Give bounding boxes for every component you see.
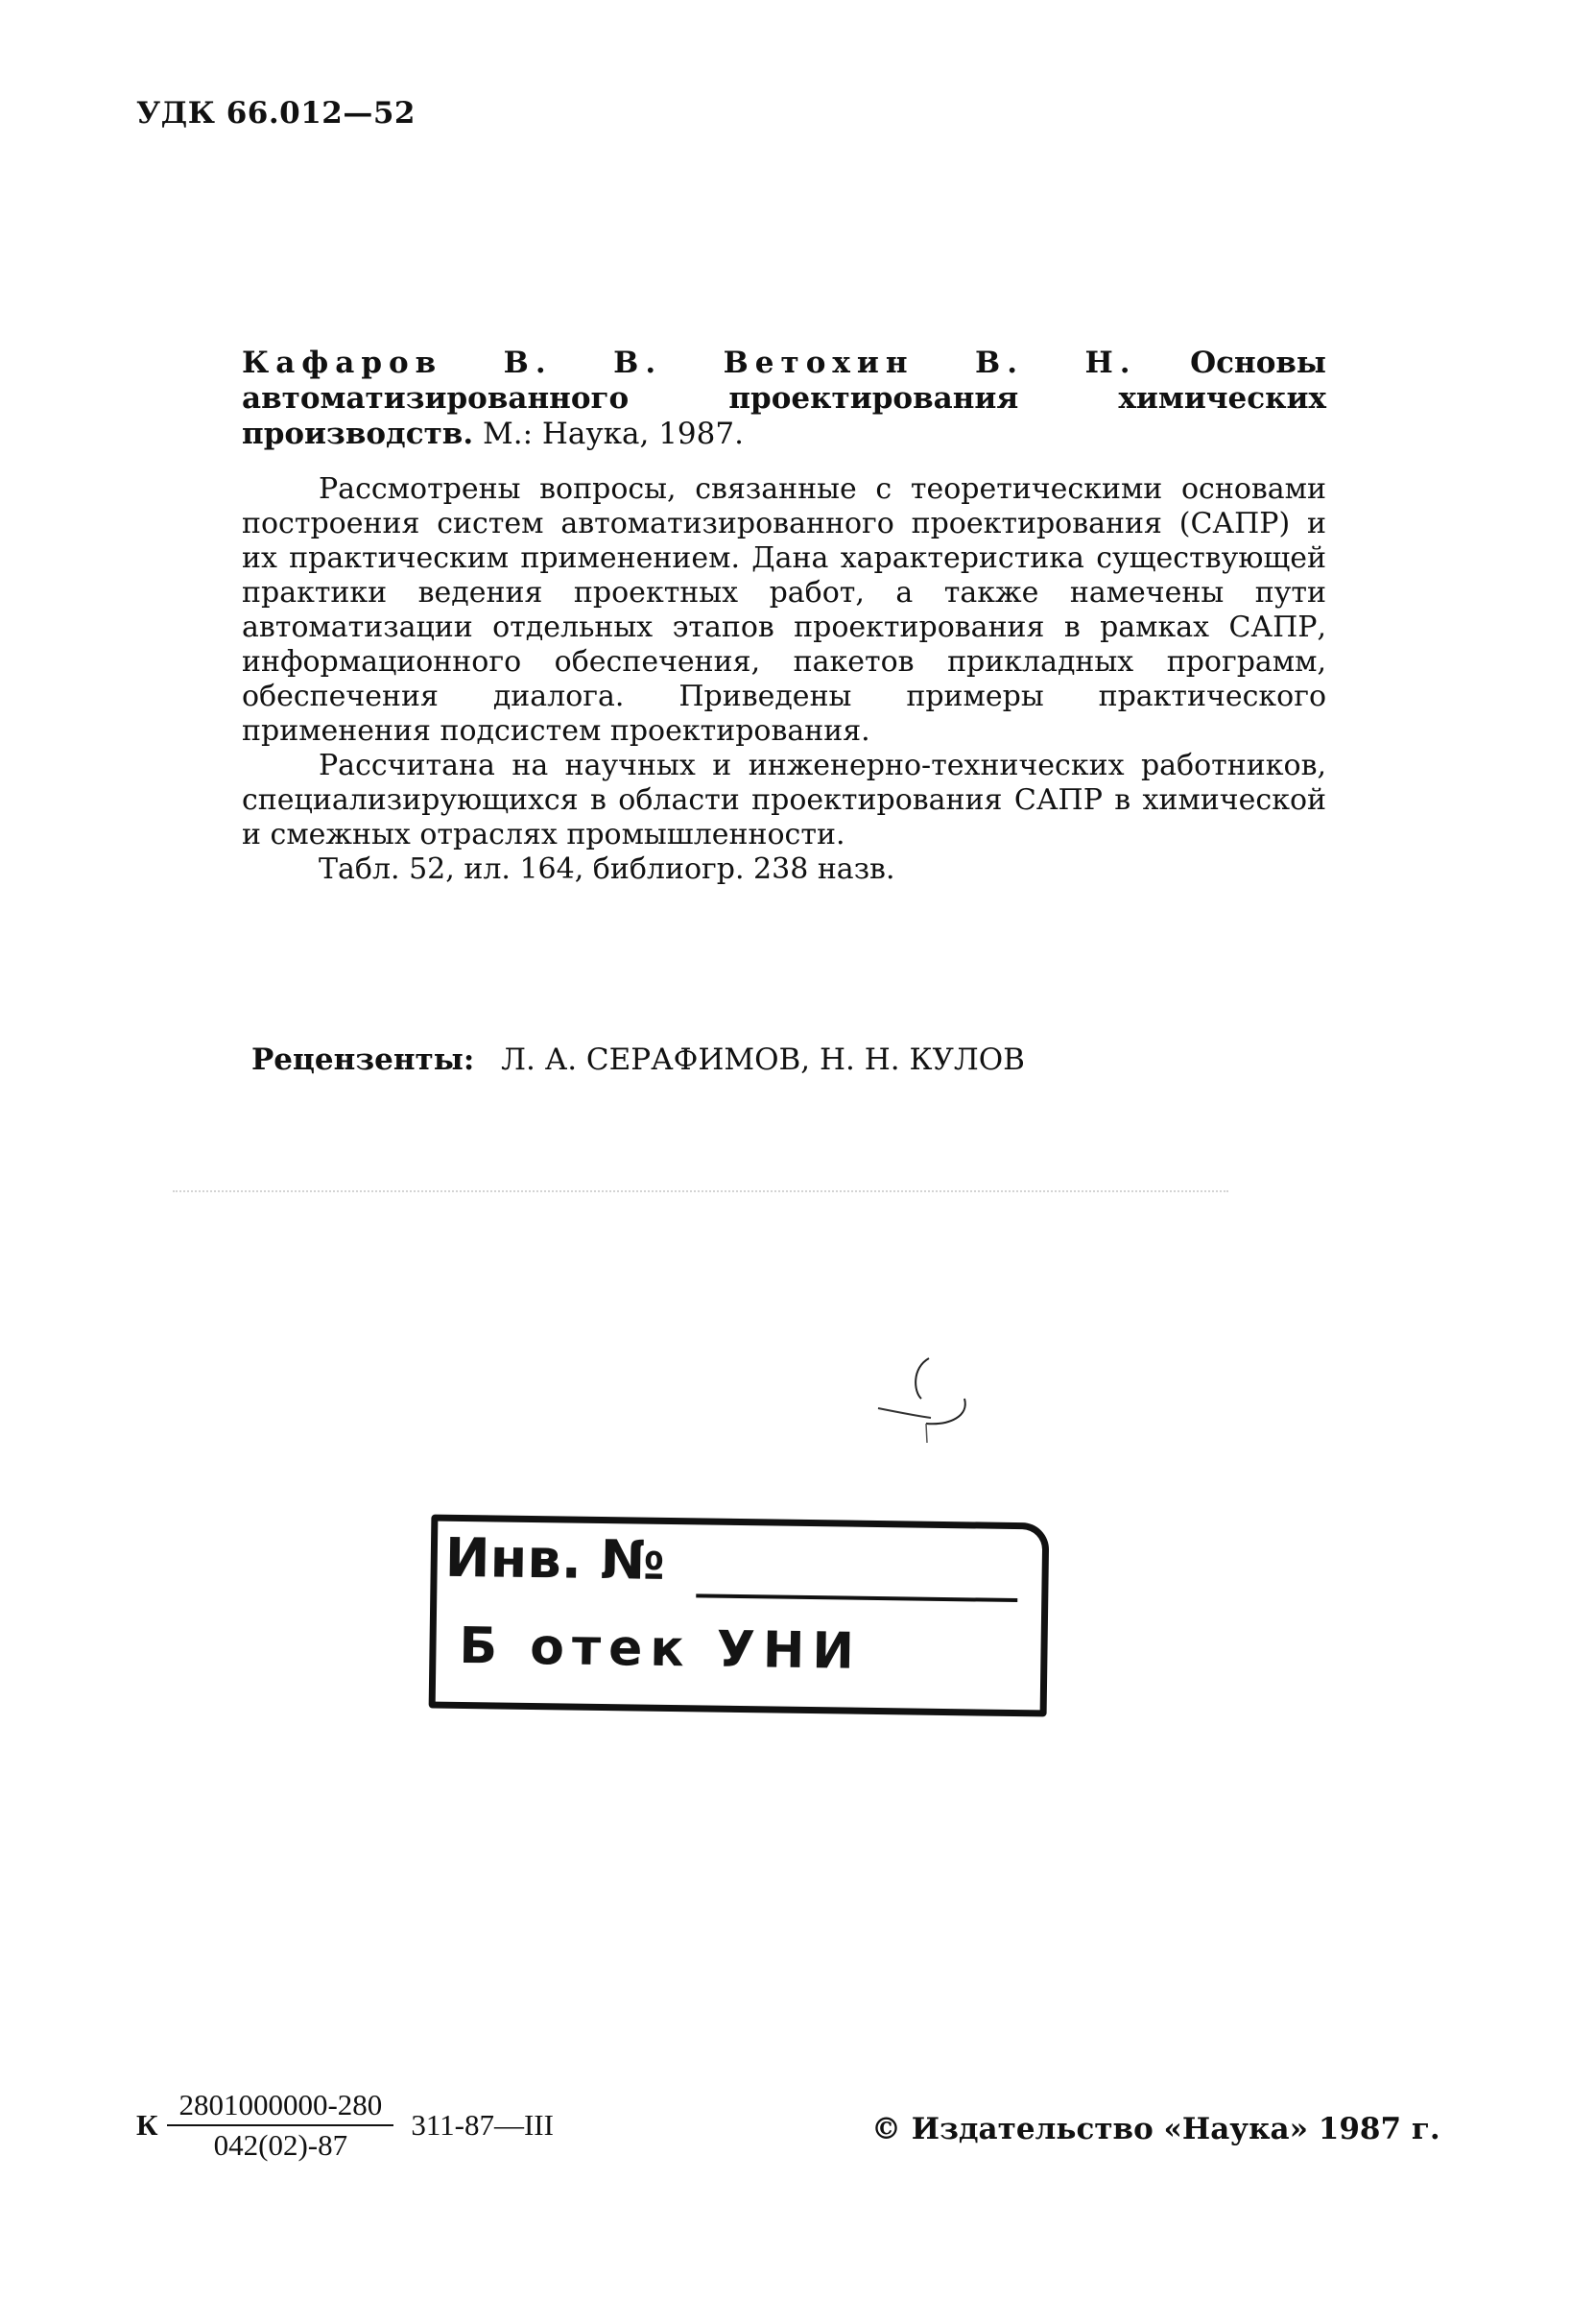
handwritten-mark bbox=[873, 1349, 998, 1464]
abstract bbox=[242, 472, 1326, 887]
reviewers-label: Рецензенты: bbox=[251, 1042, 475, 1077]
scan-specks bbox=[173, 1190, 1228, 1194]
stamp-inventory-label: Инв. № bbox=[444, 1526, 666, 1593]
index-denominator: 042(02)-87 bbox=[213, 2128, 348, 2162]
book-title: Основы автоматизированного проектирования химических производств. bbox=[242, 346, 1326, 451]
authors: Кафаров В. В. Ветохин В. Н. bbox=[242, 346, 1137, 380]
abstract-paragraph-2: Рассчитана на научных и инженерно-технических работников, специализирующихся в области проектирования САПР в химической и смежных отраслях промышленности. bbox=[242, 749, 1326, 851]
abstract-paragraph-1: Рассмотрены вопросы, связанные с теоретическими основами построения систем автоматизированного проектирования (САПР) и их практическим применением. Дана характеристика существующей практики ведения проектных работ, а также намечены пути автоматизации отдельных этапов проектирования в рамках САПР, информационного обеспечения, пакетов прикладных программ, обеспечения диалога. Приведены примеры практического применения подсистем проектирования. bbox=[242, 472, 1326, 748]
publication-index bbox=[136, 2088, 554, 2163]
stamp-library-label: Б отек УНИ bbox=[459, 1617, 863, 1681]
copyright: © Издательство «Наука» 1987 г. bbox=[871, 2112, 1440, 2146]
index-fraction bbox=[167, 2088, 393, 2163]
stamp-inventory-line bbox=[696, 1593, 1017, 1602]
index-letter: К bbox=[136, 2108, 158, 2142]
abstract-paragraph-3: Табл. 52, ил. 164, библиогр. 238 назв. bbox=[319, 852, 895, 886]
library-stamp bbox=[429, 1515, 1050, 1717]
reviewers bbox=[251, 1042, 1025, 1077]
publisher-info: М.: Наука, 1987. bbox=[482, 417, 744, 451]
index-code: 311-87—III bbox=[411, 2108, 554, 2142]
bibliographic-entry bbox=[242, 346, 1326, 452]
reviewers-names: Л. А. СЕРАФИМОВ, Н. Н. КУЛОВ bbox=[501, 1042, 1025, 1077]
index-numerator: 2801000000-280 bbox=[167, 2088, 393, 2126]
udk-code: УДК 66.012—52 bbox=[136, 96, 416, 131]
